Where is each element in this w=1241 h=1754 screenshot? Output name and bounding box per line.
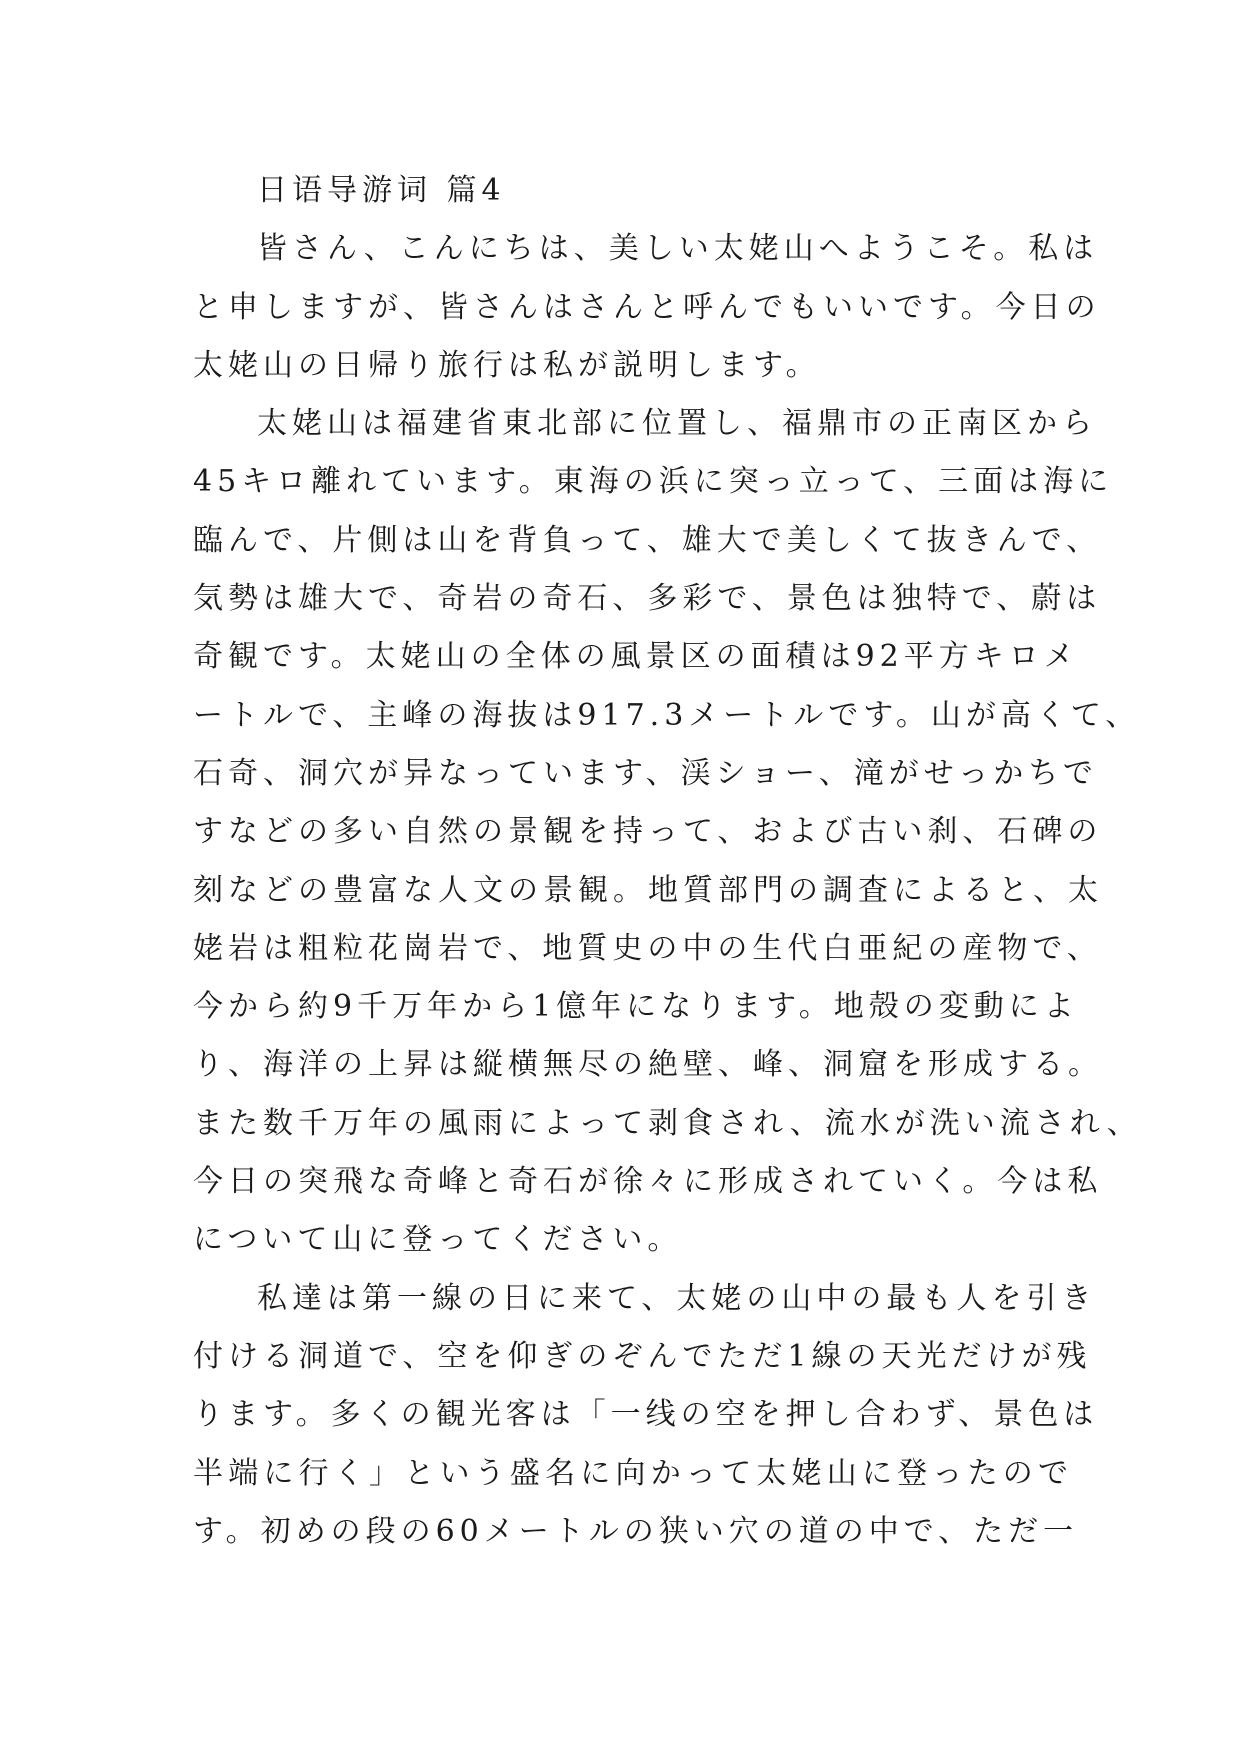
- paragraph-line: 今日の突飛な奇峰と奇石が徐々に形成されていく。今は私: [193, 1164, 1103, 1200]
- document-heading: 日语导游词 篇4: [257, 173, 506, 208]
- paragraph-line: 私達は第一線の日に来て、太姥の山中の最も人を引き: [257, 1280, 1097, 1316]
- paragraph-line: 半端に行く」という盛名に向かって太姥山に登ったので: [193, 1455, 1073, 1491]
- paragraph-line: 気勢は雄大で、奇岩の奇石、多彩で、景色は独特で、蔚は: [193, 581, 1102, 617]
- document-body: [193, 162, 1142, 1561]
- paragraph-line: 臨んで、片側は山を背負って、雄大で美しくて抜きんで、: [193, 522, 1102, 558]
- paragraph-line: 皆さん、こんにちは、美しい太姥山へようこそ。私は: [257, 231, 1099, 267]
- paragraph-line: 石奇、洞穴が异なっています、渓ショー、滝がせっかちで: [193, 755, 1098, 791]
- paragraph-line: 今から約9千万年から1億年になります。地殻の変動によ: [193, 989, 1079, 1025]
- paragraph-line: 姥岩は粗粒花崗岩で、地質史の中の生代白亜紀の産物で、: [193, 930, 1102, 966]
- paragraph-line: すなどの多い自然の景観を持って、および古い刹、石碑の: [193, 814, 1103, 850]
- paragraph-line: また数千万年の風雨によって剥食され、流水が洗い流され、: [193, 1105, 1142, 1141]
- paragraph-line: について山に登ってください。: [193, 1222, 683, 1258]
- paragraph-line: ートルで、主峰の海抜は917.3メートルです。山が高くて、: [193, 697, 1141, 733]
- paragraph-line: り、海洋の上昇は縦横無尽の絶壁、峰、洞窟を形成する。: [193, 1047, 1103, 1083]
- paragraph-line: 太姥山は福建省東北部に位置し、福鼎市の正南区から: [257, 406, 1097, 442]
- paragraph-line: す。初めの段の60メートルの狭い穴の道の中で、ただ一: [193, 1513, 1079, 1549]
- paragraph-line: と申しますが、皆さんはさんと呼んでもいいです。今日の: [193, 289, 1101, 325]
- paragraph-line: 付ける洞道で、空を仰ぎのぞんでただ1線の天光だけが残: [193, 1338, 1092, 1374]
- paragraph-line: 奇観です。太姥山の全体の風景区の面積は92平方キロメ: [193, 639, 1079, 675]
- paragraph-line: 太姥山の日帰り旅行は私が説明します。: [193, 347, 821, 383]
- paragraph-line: ります。多くの観光客は「一线の空を押し合わず、景色は: [193, 1397, 1099, 1433]
- paragraph-line: 45キロ離れています。東海の浜に突っ立って、三面は海に: [193, 464, 1114, 500]
- paragraph-line: 刻などの豊富な人文の景観。地質部門の調査によると、太: [193, 872, 1103, 908]
